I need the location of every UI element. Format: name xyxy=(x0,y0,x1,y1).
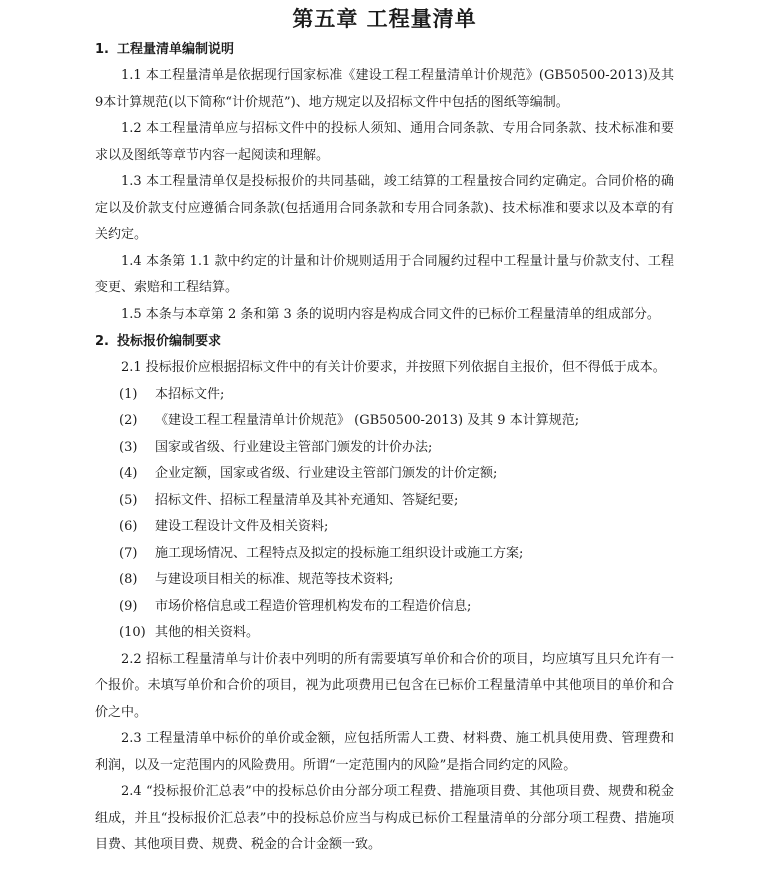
paragraph-1-2: 1.2 本工程量清单应与招标文件中的投标人须知、通用合同条款、专用合同条款、技术标准和要求以及图纸等章节内容一起阅读和理解。 xyxy=(95,121,674,163)
chapter-title: 第五章 工程量清单 xyxy=(292,7,477,31)
paragraph-2-3: 2.3 工程量清单中标价的单价或金额，应包括所需人工费、材料费、施工机具使用费、管理费和利润，以及一定范围内的风险费用。所谓“一定范围内的风险”是指合同约定的风险。 xyxy=(95,731,674,773)
section-2-number: 2. xyxy=(95,334,109,349)
list-item: (7) 施工现场情况、工程特点及拟定的投标施工组织设计或施工方案; xyxy=(119,545,524,561)
list-item: (9) 市场价格信息或工程造价管理机构发布的工程造价信息; xyxy=(119,598,472,614)
list-item: (4) 企业定额，国家或省级、行业建设主管部门颁发的计价定额; xyxy=(119,466,498,481)
paragraph-1-4: 1.4 本条第 1.1 款中约定的计量和计价规则适用于合同履约过程中工程量计量与价款支付、工程变更、索赔和工程结算。 xyxy=(95,253,674,295)
paragraph-2-2: 2.2 招标工程量清单与计价表中列明的所有需要填写单价和合价的项目，均应填写且只允许有一个报价。未填写单价和合价的项目，视为此项费用已包含在已标价工程量清单中其他项目的单价和合价之中。 xyxy=(95,651,674,720)
list-item: (8) 与建设项目相关的标准、规范等技术资料; xyxy=(119,572,394,587)
list-item: (3) 国家或省级、行业建设主管部门颁发的计价办法; xyxy=(119,439,433,455)
section-1-heading xyxy=(95,36,674,63)
basis-list xyxy=(95,382,674,647)
section-1-number: 1. xyxy=(95,42,109,57)
paragraph-1-5: 1.5 本条与本章第 2 条和第 3 条的说明内容是构成合同文件的已标价工程量清单的组成部分。 xyxy=(121,306,660,322)
list-item: (10) 其他的相关资料。 xyxy=(119,625,260,640)
section-1-heading-text: 工程量清单编制说明 xyxy=(117,42,235,57)
paragraph-1-1: 1.1 本工程量清单是依据现行国家标准《建设工程工程量清单计价规范》(GB50500-2013)及其9本计算规范(以下简称“计价规范”)、地方规定以及招标文件中包括的图纸等编制。 xyxy=(95,68,674,110)
section-2-heading-text: 投标报价编制要求 xyxy=(117,334,222,349)
list-item: (5) 招标文件、招标工程量清单及其补充通知、答疑纪要; xyxy=(119,492,459,508)
paragraph-2-1: 2.1 投标报价应根据招标文件中的有关计价要求，并按照下列依据自主报价，但不得低于成本。 xyxy=(121,360,666,375)
paragraph-1-3: 1.3 本工程量清单仅是投标报价的共同基础，竣工结算的工程量按合同约定确定。合同价格的确定以及价款支付应遵循合同条款(包括通用合同条款和专用合同条款)、技术标准和要求以及本章的有关约定。 xyxy=(95,174,674,242)
list-item: (6) 建设工程设计文件及相关资料; xyxy=(119,519,329,534)
paragraph-2-4: 2.4 “投标报价汇总表”中的投标总价由分部分项工程费、措施项目费、其他项目费、规费和税金组成，并且“投标报价汇总表”中的投标总价应当与构成已标价工程量清单的分部分项工程费、措施项目费、其他项目费、规费、税金的合计金额一致。 xyxy=(95,784,674,852)
list-item: (1) 本招标文件; xyxy=(119,386,225,402)
section-2-heading xyxy=(95,328,674,355)
list-item: (2) 《建设工程工程量清单计价规范》 (GB50500-2013) 及其 9 本计算规范; xyxy=(119,413,580,428)
